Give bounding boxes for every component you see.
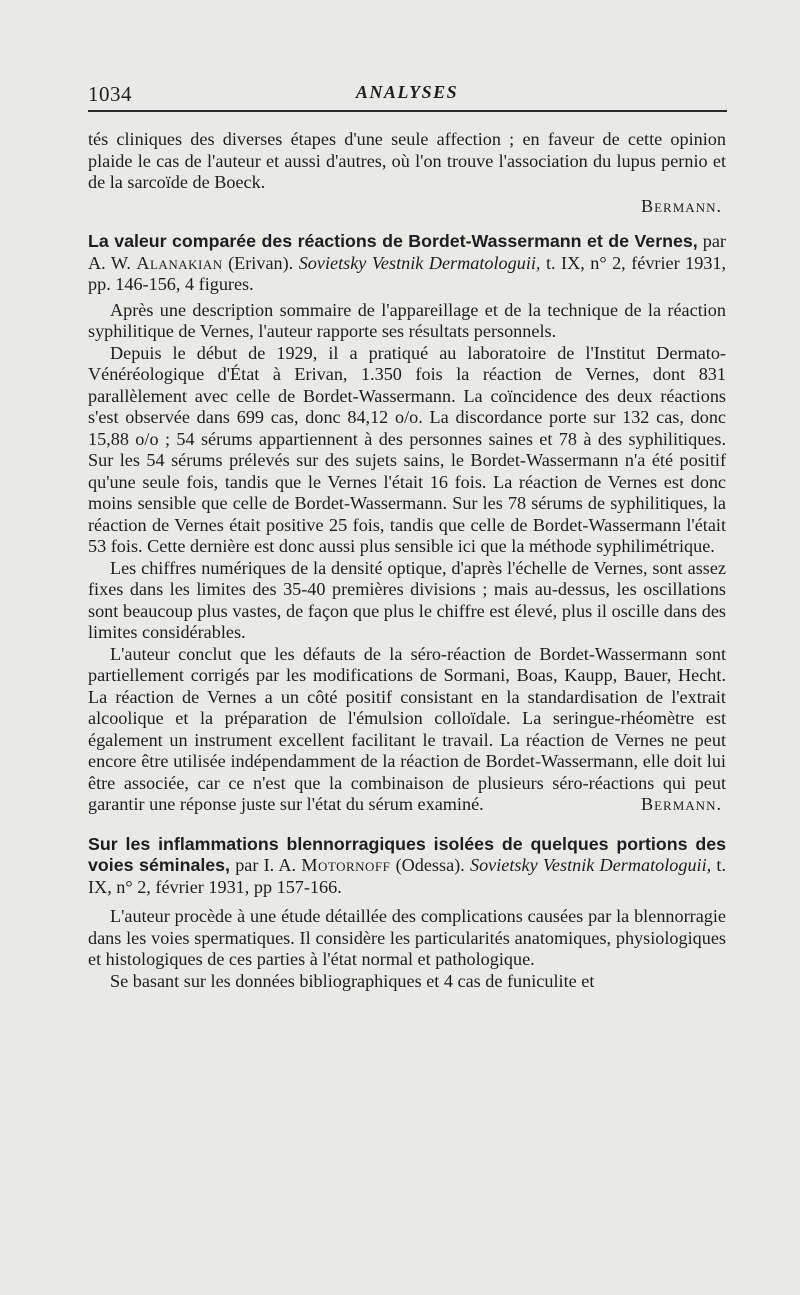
intro-signature: Bermann. — [640, 195, 722, 216]
article1-paragraph-2: Depuis le début de 1929, il a pratiqué au laboratoire de l'Institut Dermato-Vénéréologique d'État à Erivan, 1.350 fois la réaction de Vernes, dont 831 parallèlement avec celle de Bordet-Wassermann. La coïncidence des deux réactions s'est observée dans 699 cas, donc 84,12 o/o. La discordance porte sur 132 cas, donc 15,88 o/o ; 54 sérums appartiennent à des personnes saines et 78 à des syphilitiques. Sur les 54 sérums prélevés sur des sujets sains, le Bordet-Wassermann n'a été positif qu'une seule fois, tandis que le Vernes l'était 16 fois. La réaction de Vernes est donc moins sensible que celle de Bordet-Wassermann. Sur les 78 sérums de syphilitiques, la réaction de Vernes était positive 25 fois, tandis que celle de Bordet-Wassermann l'était 53 fois. Cette dernière est donc aussi plus sensible ici que la méthode syphilimétrique. — [88, 342, 726, 556]
page-content — [88, 129, 726, 992]
running-title: ANALYSES — [355, 82, 459, 102]
intro-paragraph: tés cliniques des diverses étapes d'une seule affection ; en faveur de cette opinion plaide le cas de l'auteur et aussi d'autres, où l'on trouve l'association du lupus pernio et de la sarcoïde de Boeck. — [88, 129, 726, 192]
article1-by: par A. W. — [88, 231, 726, 273]
header-rule — [88, 110, 727, 112]
article1-paragraph-4 — [88, 644, 726, 816]
article2-heading — [88, 834, 726, 899]
article1-author: Alanakian — [136, 252, 223, 273]
page-header — [88, 82, 726, 104]
article2-paragraph-2: Se basant sur les données bibliographiques et 4 cas de funiculite et — [110, 970, 595, 991]
article1-paragraph-1: Après une description sommaire de l'appareillage et de la technique de la réaction syphilitique de Vernes, l'auteur rapporte ses résultats personnels. — [88, 299, 726, 341]
article2-journal: Sovietsky Vestnik Dermatologuii, — [469, 855, 712, 875]
article2-title: Sur les inflammations blennorragiques isolées de quelques portions des voies séminales, — [88, 833, 726, 875]
article1-paragraph-3: Les chiffres numériques de la densité optique, d'après l'échelle de Vernes, sont assez fixes dans les limites des 35-40 premières divisions ; mais au-dessus, les oscillations sont beaucoup plus vastes, de façon que plus le chiffre est élevé, plus il oscille dans des limites considérables. — [88, 557, 726, 642]
article2-by: par I. A. — [235, 855, 297, 875]
article2-paragraph-1: L'auteur procède à une étude détaillée des complications causées par la blennorragie dans les voies spermatiques. Il considère les particularités anatomiques, physiologiques et histologiques de ces parties à l'état normal et pathologique. — [88, 906, 726, 969]
article1-heading — [88, 231, 726, 296]
page-number: 1034 — [88, 82, 132, 106]
article2-place: (Odessa). — [395, 855, 465, 875]
article1-signature: Bermann. — [640, 794, 722, 814]
article1-citation: t. IX, n° 2, février 1931, pp. 146-156, 4 figures. — [88, 252, 727, 294]
article2-citation: t. IX, n° 2, février 1931, pp 157-166. — [88, 855, 727, 897]
article1-title: La valeur comparée des réactions de Bordet-Wassermann et de Vernes, — [88, 231, 698, 251]
article2-author: Motornoff — [301, 855, 391, 875]
article1-place: (Erivan). — [228, 252, 294, 273]
article1-last-paragraph: L'auteur conclut que les défauts de la séro-réaction de Bordet-Wassermann sont partiellement corrigés par les modifications de Sormani, Boas, Kaupp, Bauer, Hecht. La réaction de Vernes a un côté positif consistant en la standardisation de l'extrait alcoolique et la préparation de l'émulsion colloïdale. La seringue-rhéomètre est également un instrument excellent facilitant le travail. La réaction de Vernes ne peut encore être utilisée indépendamment de la réaction de Bordet-Wassermann, elle doit lui être associée, car ce n'est que la combinaison de plusieurs séro-réactions qui peut garantir une réponse juste sur l'état du sérum examiné. — [88, 643, 726, 814]
article1-journal: Sovietsky Vestnik Dermatologuii, — [298, 252, 541, 273]
